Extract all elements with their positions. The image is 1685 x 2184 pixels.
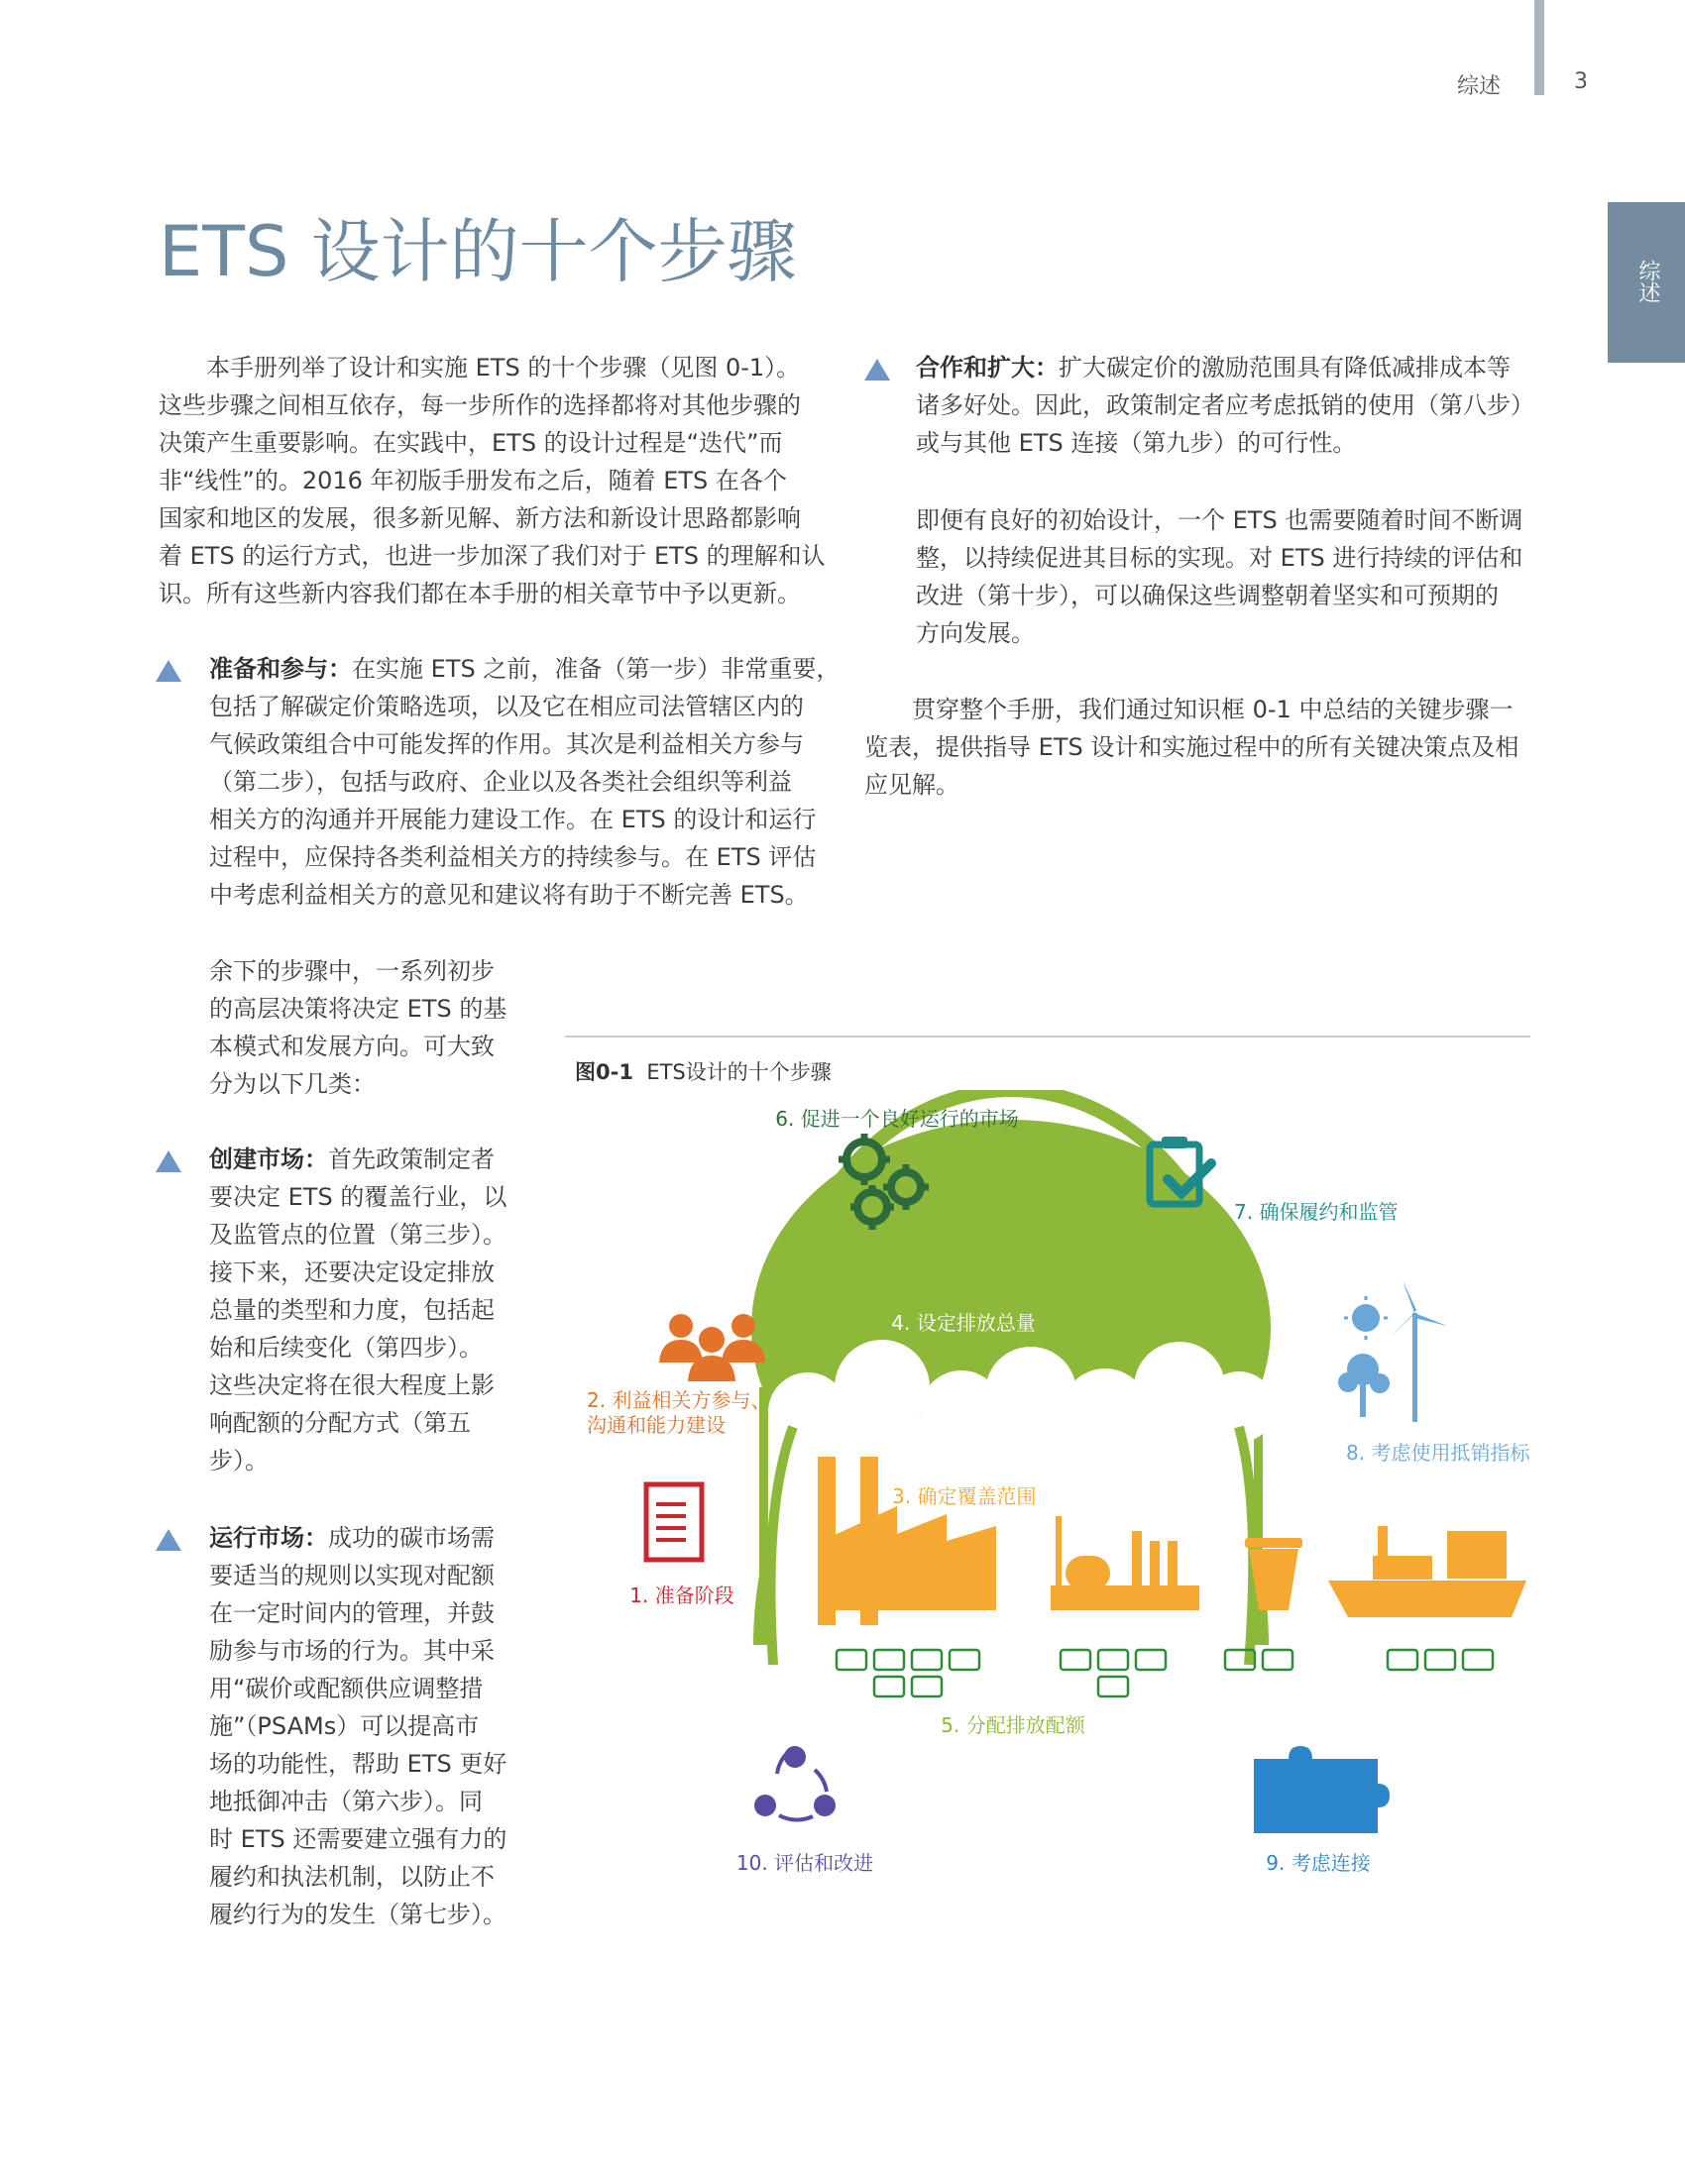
bullet-line: （第二步），包括与政府、企业以及各类社会组织等利益 xyxy=(209,768,792,796)
step2-label-line2: 沟通和能力建设 xyxy=(587,1413,726,1437)
step7-label: 7. 确保履约和监管 xyxy=(1234,1200,1399,1224)
header-section-name: 综述 xyxy=(1457,74,1502,99)
bullet-triangle-icon xyxy=(156,1529,181,1551)
side-tab-label: 综述 xyxy=(1635,260,1660,303)
remaining-paragraph xyxy=(209,952,526,1103)
bullet-line: 扩大碳定价的激励范围具有降低减排成本等 xyxy=(1059,354,1511,382)
handbook-line: 览表，提供指导 ETS 设计和实施过程中的所有关键决策点及相 xyxy=(864,733,1519,761)
bullet-create-lead: 创建市场： xyxy=(209,1146,328,1173)
page-number: 3 xyxy=(1574,69,1588,94)
intro-line: 非“线性”的。2016 年初版手册发布之后，随着 ETS 在各个 xyxy=(159,467,787,494)
bullet-operate xyxy=(209,1519,526,1933)
step9-label: 9. 考虑连接 xyxy=(1266,1851,1371,1875)
intro-line: 着 ETS 的运行方式，也进一步加深了我们对于 ETS 的理解和认 xyxy=(159,542,826,570)
bullet-operate-lead: 运行市场： xyxy=(209,1524,328,1552)
allowance-certificates xyxy=(837,1650,1493,1696)
intro-line: 决策产生重要影响。在实践中，ETS 的设计过程是“迭代”而 xyxy=(159,429,783,457)
step10-label: 10. 评估和改进 xyxy=(735,1851,874,1875)
side-tab[interactable] xyxy=(1608,202,1685,363)
bullet-line: 及监管点的位置（第三步）。 xyxy=(209,1221,506,1249)
bullet-line: 或与其他 ETS 连接（第九步）的可行性。 xyxy=(916,429,1357,457)
design-line: 改进（第十步），可以确保这些调整朝着坚实和可预期的 xyxy=(916,582,1499,609)
bullet-line: 要适当的规则以实现对配额 xyxy=(209,1562,495,1589)
step4-label: 4. 设定排放总量 xyxy=(891,1311,1036,1335)
remaining-line: 本模式和发展方向。可大致 xyxy=(209,1033,495,1060)
bullet-line: 响配额的分配方式（第五 xyxy=(209,1409,471,1437)
bullet-line: 诸多好处。因此，政策制定者应考虑抵销的使用（第八步） xyxy=(916,391,1534,419)
bullet-line: 地抵御冲击（第六步）。同 xyxy=(209,1788,483,1815)
design-line: 整，以持续促进其目标的实现。对 ETS 进行持续的评估和 xyxy=(916,544,1523,572)
bullet-line: 包括了解碳定价策略选项，以及它在相应司法管辖区内的 xyxy=(209,693,804,720)
bullet-line: 场的功能性，帮助 ETS 更好 xyxy=(209,1750,507,1778)
bullet-line: 步）。 xyxy=(209,1447,269,1474)
bullet-cooperate xyxy=(916,349,1550,462)
bullet-triangle-icon xyxy=(864,359,890,381)
bullet-line: 这些决定将在很大程度上影 xyxy=(209,1371,495,1399)
bullet-line: 在一定时间内的管理，并鼓 xyxy=(209,1599,495,1627)
design-paragraph xyxy=(916,501,1550,652)
handbook-paragraph xyxy=(864,691,1558,804)
figure-label: 图0-1 xyxy=(575,1060,633,1084)
cycle-icon xyxy=(754,1746,836,1820)
bullet-line: 在实施 ETS 之前，准备（第一步）非常重要， xyxy=(352,655,841,683)
bullet-line: 要决定 ETS 的覆盖行业，以 xyxy=(209,1183,507,1211)
bullet-line: 施”（PSAMs）可以提高市 xyxy=(209,1712,480,1740)
bullet-line: 中考虑利益相关方的意见和建议将有助于不断完善 ETS。 xyxy=(209,881,809,909)
bullet-line: 首先政策制定者 xyxy=(328,1146,495,1173)
bullet-cooperate-lead: 合作和扩大： xyxy=(916,354,1059,382)
step5-label: 5. 分配排放配额 xyxy=(941,1713,1085,1737)
figure-caption-text: ETS设计的十个步骤 xyxy=(646,1060,832,1084)
design-line: 即便有良好的初始设计，一个 ETS 也需要随着时间不断调 xyxy=(916,506,1523,534)
puzzle-icon xyxy=(1254,1746,1390,1833)
ship-icon xyxy=(1328,1526,1526,1617)
ets-steps-diagram xyxy=(555,1090,1546,1903)
bullet-line: 履约和执法机制，以防止不 xyxy=(209,1863,495,1891)
offsets-icon xyxy=(1338,1280,1447,1422)
header-rule xyxy=(1534,0,1544,95)
bullet-line: 过程中，应保持各类利益相关方的持续参与。在 ETS 评估 xyxy=(209,843,817,871)
bullet-triangle-icon xyxy=(156,1150,181,1172)
handbook-line: 应见解。 xyxy=(864,771,959,799)
bullet-line: 相关方的沟通并开展能力建设工作。在 ETS 的设计和运行 xyxy=(209,806,817,833)
intro-line: 这些步骤之间相互依存，每一步所作的选择都将对其他步骤的 xyxy=(159,391,801,419)
bullet-triangle-icon xyxy=(156,660,181,682)
bullet-create xyxy=(209,1141,526,1479)
intro-line: 国家和地区的发展，很多新见解、新方法和新设计思路都影响 xyxy=(159,504,801,532)
intro-line: 本手册列举了设计和实施 ETS 的十个步骤（见图 0-1）。 xyxy=(206,354,801,382)
remaining-line: 余下的步骤中，一系列初步 xyxy=(209,957,495,985)
remaining-line: 的高层决策将决定 ETS 的基 xyxy=(209,995,507,1023)
step3-label: 3. 确定覆盖范围 xyxy=(892,1484,1037,1508)
figure-rule xyxy=(565,1036,1530,1037)
handbook-line: 贯穿整个手册，我们通过知识框 0-1 中总结的关键步骤一 xyxy=(912,696,1514,723)
step8-label: 8. 考虑使用抵销指标 xyxy=(1346,1441,1530,1465)
bullet-line: 履约行为的发生（第七步）。 xyxy=(209,1901,506,1928)
bullet-prepare-lead: 准备和参与： xyxy=(209,655,352,683)
intro-paragraph xyxy=(159,349,852,612)
bullet-line: 时 ETS 还需要建立强有力的 xyxy=(209,1825,507,1853)
bullet-line: 始和后续变化（第四步）。 xyxy=(209,1334,483,1362)
remaining-line: 分为以下几类： xyxy=(209,1070,376,1098)
bullet-line: 接下来，还要决定设定排放 xyxy=(209,1258,495,1286)
bullet-line: 成功的碳市场需 xyxy=(328,1524,495,1552)
step2-label-line1: 2. 利益相关方参与、 xyxy=(587,1388,771,1412)
step1-label: 1. 准备阶段 xyxy=(629,1583,734,1607)
figure-caption xyxy=(575,1056,832,1086)
step6-label: 6. 促进一个良好运行的市场 xyxy=(775,1107,1019,1131)
stakeholders-icon xyxy=(659,1314,765,1381)
bullet-line: 用“碳价或配额供应调整措 xyxy=(209,1675,484,1702)
design-line: 方向发展。 xyxy=(916,619,1035,647)
bullet-prepare xyxy=(209,650,843,914)
bullet-line: 励参与市场的行为。其中采 xyxy=(209,1637,495,1665)
bullet-line: 气候政策组合中可能发挥的作用。其次是利益相关方参与 xyxy=(209,730,804,758)
intro-line: 识。所有这些新内容我们都在本手册的相关章节中予以更新。 xyxy=(159,580,801,607)
document-checklist-icon xyxy=(646,1484,702,1560)
bullet-line: 总量的类型和力度，包括起 xyxy=(209,1296,495,1324)
page-title: ETS 设计的十个步骤 xyxy=(159,211,797,292)
